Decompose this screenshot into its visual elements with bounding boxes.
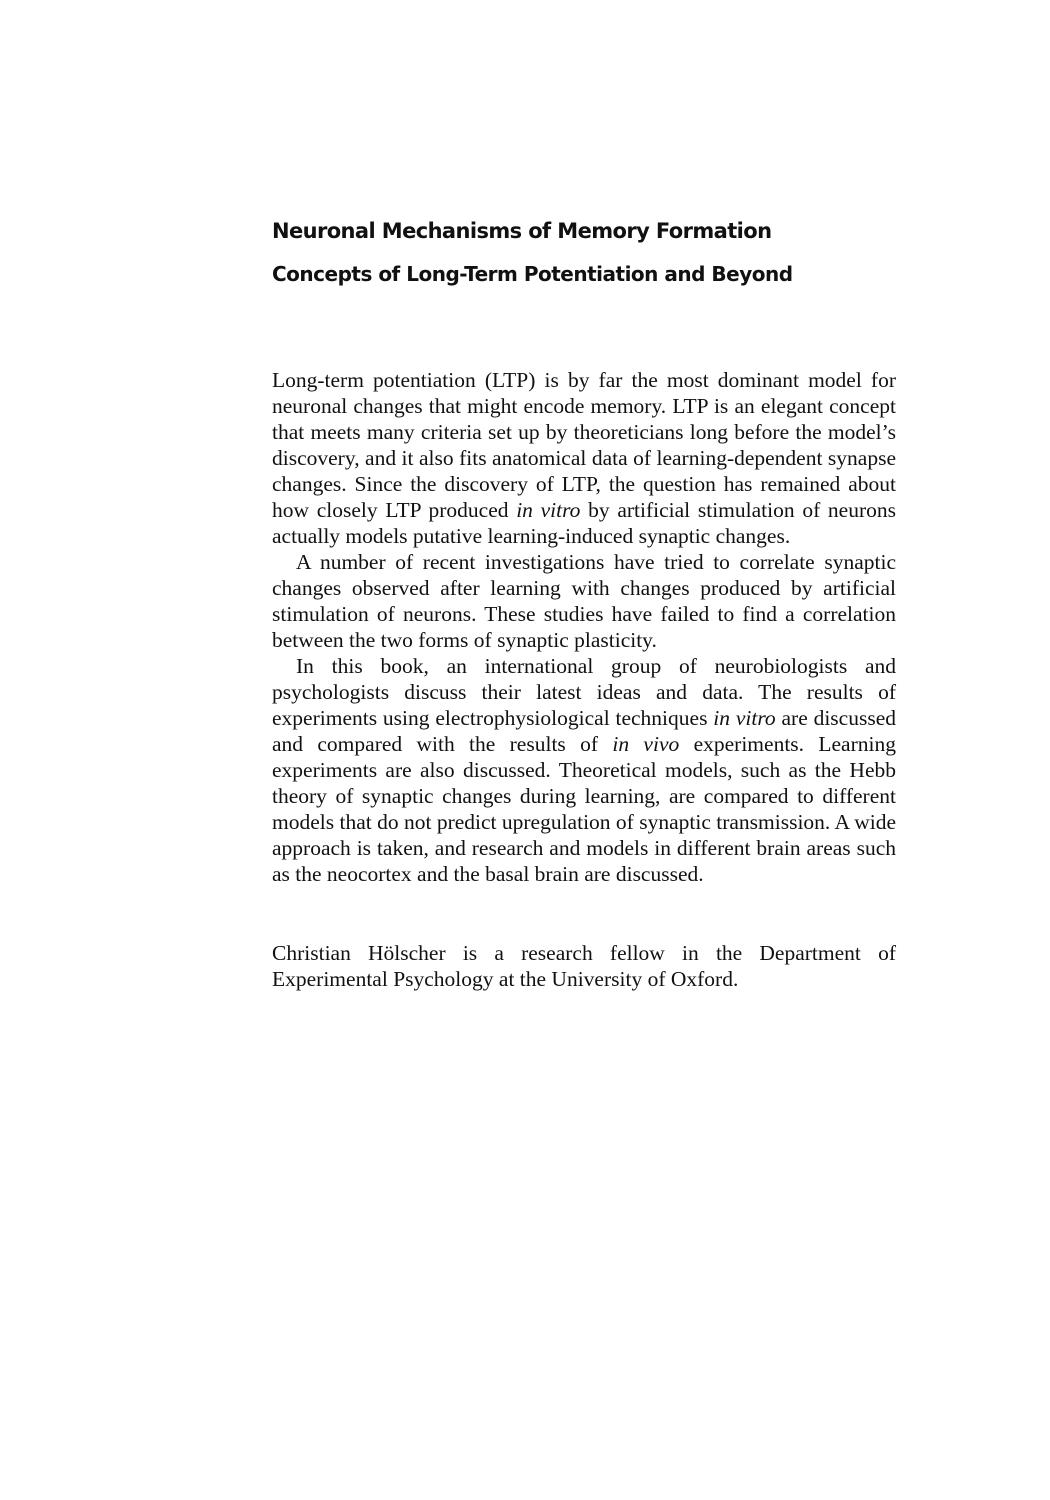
paragraph-3-text-c: experiments. Learning experiments are also discussed. Theoretical models, such as the Hebb theory of synaptic changes during learning, are compared to different models that do not predict upregulation of synaptic transmission. A wide approach is taken, and research and models in different brain areas such as the neocortex and the basal brain are discussed.: [272, 732, 897, 886]
paragraph-3-text-b: are discussed and compared with the results of: [272, 706, 896, 756]
paragraph-1-text-a: Long-term potentiation (LTP) is by far the most dominant model for neuronal changes that might encode memory. LTP is an elegant concept that meets many criteria set up by theoreticians long before the model’s discovery, and it also fits anatomical data of learning-dependent synapse changes. Since the discovery of LTP, the question has remained about how closely LTP produced: [272, 368, 896, 522]
book-description: [272, 367, 896, 887]
book-subtitle: Concepts of Long-Term Potentiation and Beyond: [272, 262, 793, 286]
paragraph-3-text-a: In this book, an international group of neurobiologists and psychologists discuss their latest ideas and data. The results of experiments using electrophysiological techniques: [272, 654, 896, 730]
book-title: Neuronal Mechanisms of Memory Formation: [272, 219, 772, 243]
paragraph-1-italic-in-vitro: in vitro: [516, 498, 581, 522]
description-paragraph-3: [272, 653, 896, 887]
description-paragraph-1: [272, 367, 896, 549]
header: [272, 216, 912, 288]
author-bio: Christian Hölscher is a research fellow in the Department of Experimental Psychology at the University of Oxford.: [272, 941, 896, 991]
paragraph-3-italic-in-vitro: in vitro: [713, 706, 776, 730]
description-paragraph-2: A number of recent investigations have tried to correlate synaptic changes observed after learning with changes produced by artificial stimulation of neurons. These studies have failed to find a correlation between the two forms of synaptic plasticity.: [272, 550, 896, 652]
paragraph-3-italic-in-vivo: in vivo: [612, 732, 680, 756]
paragraph-1-text-b: by artificial stimulation of neurons actually models putative learning-induced synaptic changes.: [272, 498, 896, 548]
